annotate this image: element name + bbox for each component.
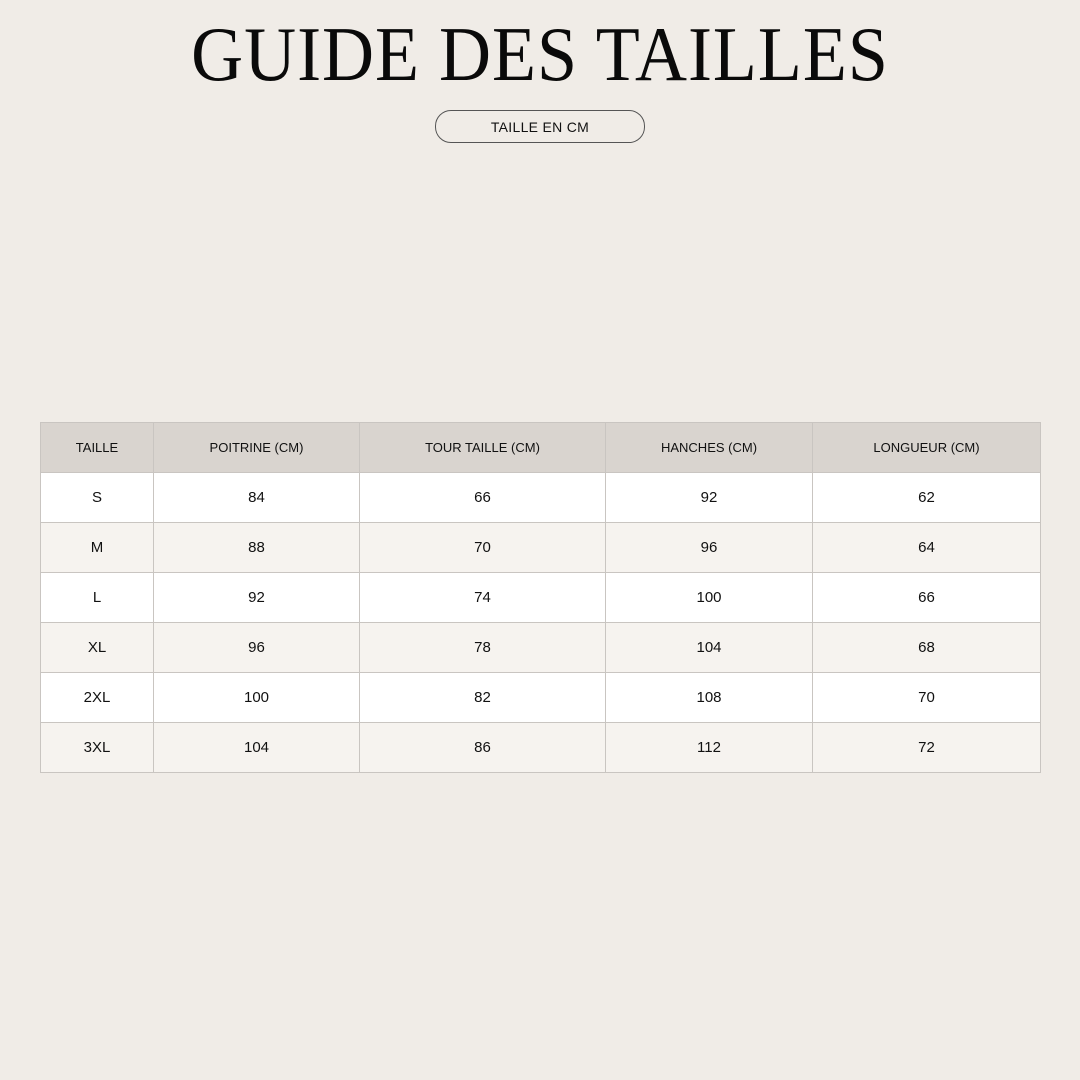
- poitrine-cell: 88: [154, 523, 360, 573]
- header-taille: TAILLE: [41, 423, 154, 473]
- header-longueur: LONGUEUR (CM): [813, 423, 1041, 473]
- longueur-cell: 68: [813, 623, 1041, 673]
- header-tour-taille: TOUR TAILLE (CM): [360, 423, 606, 473]
- hanches-cell: 104: [606, 623, 813, 673]
- poitrine-cell: 104: [154, 723, 360, 773]
- size-cell: 2XL: [41, 673, 154, 723]
- table-header-row: [41, 423, 1041, 473]
- poitrine-cell: 100: [154, 673, 360, 723]
- tour-taille-cell: 70: [360, 523, 606, 573]
- longueur-cell: 66: [813, 573, 1041, 623]
- poitrine-cell: 92: [154, 573, 360, 623]
- poitrine-cell: 96: [154, 623, 360, 673]
- size-cell: S: [41, 473, 154, 523]
- hanches-cell: 100: [606, 573, 813, 623]
- tour-taille-cell: 78: [360, 623, 606, 673]
- size-cell: XL: [41, 623, 154, 673]
- table-row: [41, 473, 1041, 523]
- longueur-cell: 62: [813, 473, 1041, 523]
- table-row: [41, 523, 1041, 573]
- header-poitrine: POITRINE (CM): [154, 423, 360, 473]
- tour-taille-cell: 82: [360, 673, 606, 723]
- longueur-cell: 70: [813, 673, 1041, 723]
- hanches-cell: 96: [606, 523, 813, 573]
- size-cell: M: [41, 523, 154, 573]
- size-cell: 3XL: [41, 723, 154, 773]
- header-hanches: HANCHES (CM): [606, 423, 813, 473]
- unit-badge: TAILLE EN CM: [435, 110, 645, 143]
- poitrine-cell: 84: [154, 473, 360, 523]
- table-row: [41, 723, 1041, 773]
- tour-taille-cell: 86: [360, 723, 606, 773]
- table-row: [41, 623, 1041, 673]
- size-table: [40, 422, 1041, 773]
- table-row: [41, 573, 1041, 623]
- hanches-cell: 108: [606, 673, 813, 723]
- longueur-cell: 64: [813, 523, 1041, 573]
- tour-taille-cell: 74: [360, 573, 606, 623]
- hanches-cell: 112: [606, 723, 813, 773]
- longueur-cell: 72: [813, 723, 1041, 773]
- size-cell: L: [41, 573, 154, 623]
- page-title: GUIDE DES TAILLES: [191, 10, 889, 98]
- tour-taille-cell: 66: [360, 473, 606, 523]
- table-row: [41, 673, 1041, 723]
- hanches-cell: 92: [606, 473, 813, 523]
